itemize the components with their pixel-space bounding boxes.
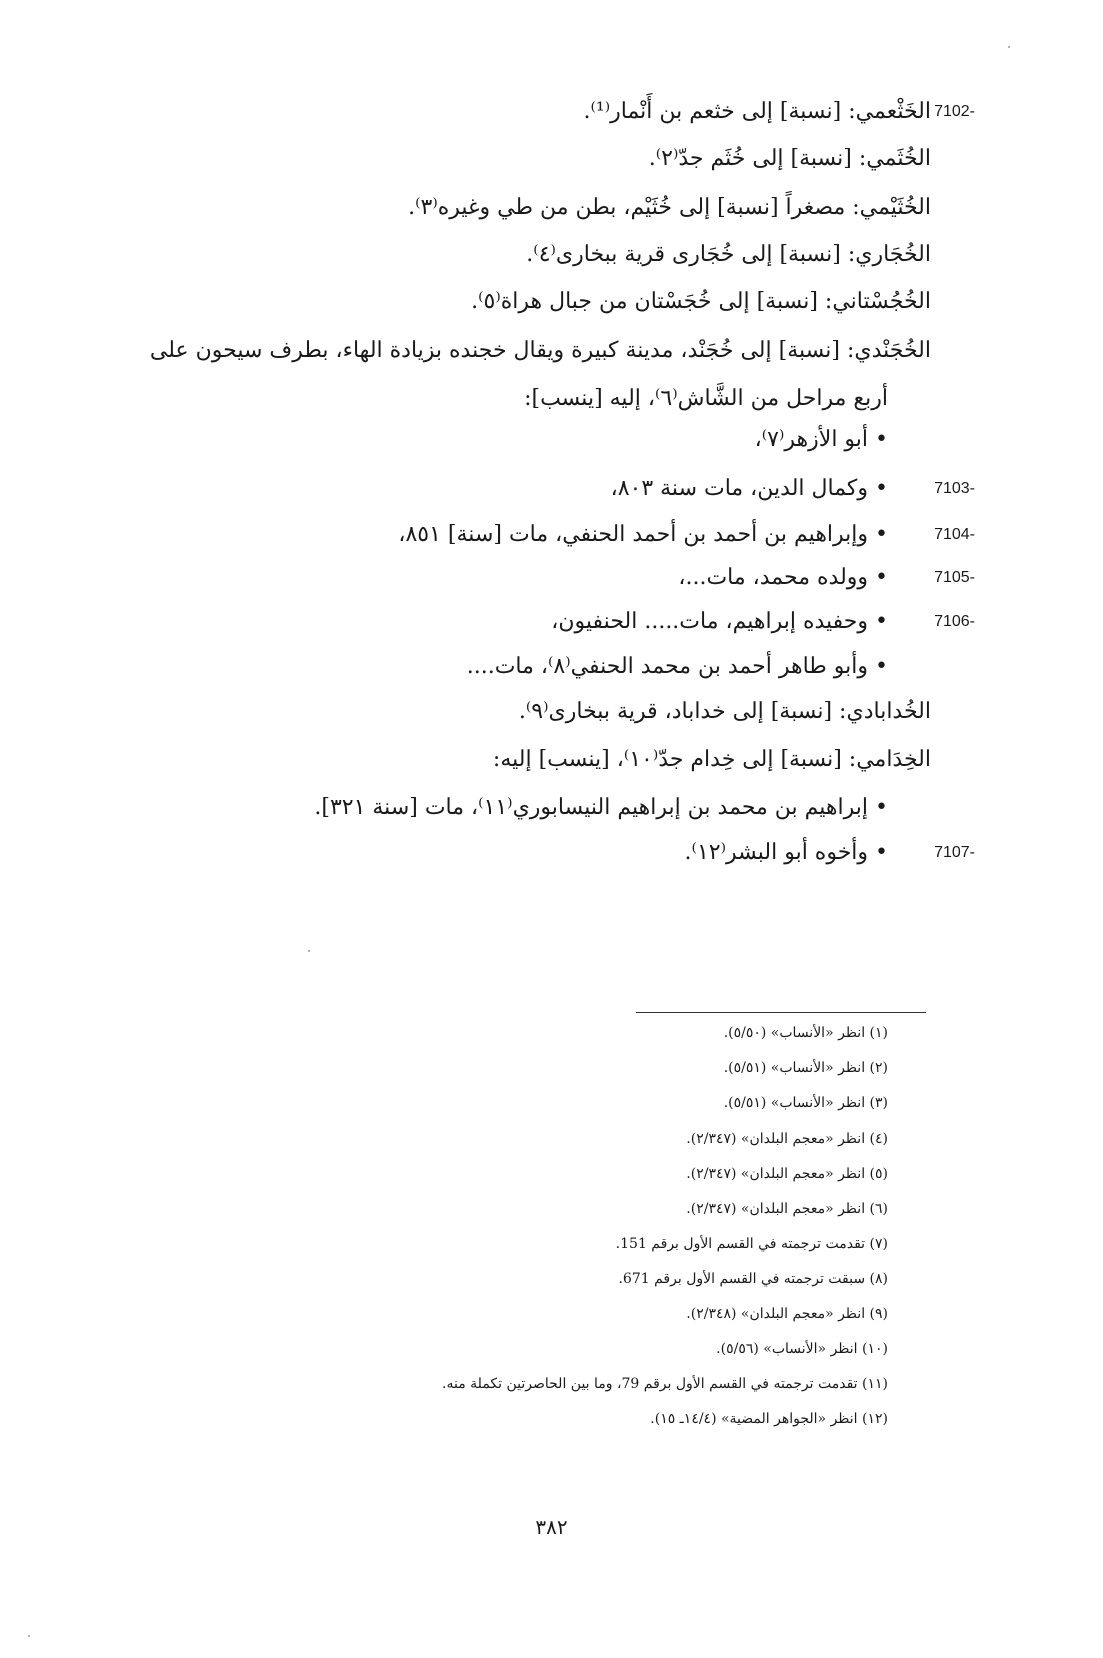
entry-number: 7107- bbox=[934, 844, 975, 861]
entry-line: • وإبراهيم بن أحمد بن أحمد الحنفي، مات [سنة] ٨٥١، bbox=[398, 522, 888, 547]
entry-line: الخِدَامي: [نسبة] إلى خِدام جدّ⁽١٠⁾، [ينسب] إليه: bbox=[492, 747, 931, 772]
footnote: (٥) انظر «معجم البلدان» (٢/٣٤٧). bbox=[686, 1166, 888, 1182]
entry-line: الخُجَنْدي: [نسبة] إلى خُجَنْد، مدينة كبيرة ويقال خجنده بزيادة الهاء، بطرف سيحون على bbox=[149, 338, 931, 363]
footnote: (٧) تقدمت ترجمته في القسم الأول برقم 151. bbox=[615, 1236, 888, 1252]
entry-line: • وكمال الدين، مات سنة ٨٠٣، bbox=[610, 476, 888, 501]
footnote: (٩) انظر «معجم البلدان» (٢/٣٤٨). bbox=[686, 1306, 888, 1322]
entry-line: الخُثَيْمي: مصغراً [نسبة] إلى خُثَيْم، بطن من طي وغيره⁽٣⁾. bbox=[408, 195, 931, 220]
entry-number: 7104- bbox=[934, 526, 975, 543]
entry-number: 7106- bbox=[934, 613, 975, 630]
entry-line: • وحفيده إبراهيم، مات..... الحنفيون، bbox=[551, 609, 888, 634]
footnote: (٣) انظر «الأنساب» (٥/٥١). bbox=[723, 1095, 888, 1111]
entry-number: 7102- bbox=[934, 103, 975, 120]
entry-line: • أبو الأزهر⁽٧⁾، bbox=[754, 427, 888, 452]
entry-line: • وأخوه أبو البشر⁽١٢⁾. bbox=[684, 840, 888, 865]
scan-speck bbox=[1008, 46, 1010, 48]
footnote: (١٢) انظر «الجواهر المضية» (١٤/٤ـ ١٥). bbox=[650, 1411, 888, 1427]
footnote: (١١) تقدمت ترجمته في القسم الأول برقم 79، وما بين الحاصرتين تكملة منه. bbox=[442, 1376, 888, 1392]
footnote: (١) انظر «الأنساب» (٥/٥٠). bbox=[723, 1025, 888, 1041]
entry-line: الخُجَاري: [نسبة] إلى خُجَارى قرية ببخارى⁽٤⁾. bbox=[526, 242, 931, 267]
footnote: (١٠) انظر «الأنساب» (٥/٥٦). bbox=[716, 1341, 888, 1357]
footnote: (٢) انظر «الأنساب» (٥/٥١). bbox=[723, 1060, 888, 1076]
scan-speck bbox=[308, 950, 310, 952]
entry-number: 7103- bbox=[934, 480, 975, 497]
footnote: (٨) سبقت ترجمته في القسم الأول برقم 671. bbox=[618, 1271, 888, 1287]
footnote: (٦) انظر «معجم البلدان» (٢/٣٤٧). bbox=[686, 1201, 888, 1217]
entry-number: 7105- bbox=[934, 569, 975, 586]
entry-line: • وأبو طاهر أحمد بن محمد الحنفي⁽٨⁾، مات.... bbox=[466, 654, 888, 679]
entry-line: • إبراهيم بن محمد بن إبراهيم النيسابوري⁽١١⁾، مات [سنة ٣٢١]. bbox=[314, 795, 888, 820]
entry-line: الخُدابادي: [نسبة] إلى خداباد، قرية ببخارى⁽٩⁾. bbox=[518, 699, 931, 724]
entry-line: أربع مراحل من الشَّاش⁽٦⁾، إليه [ينسب]: bbox=[524, 386, 888, 411]
scan-speck bbox=[28, 1635, 30, 1637]
entry-line: • وولده محمد، مات...، bbox=[678, 565, 888, 590]
entry-line: الخُجُسْتاني: [نسبة] إلى خُجَسْتان من جبال هراة⁽٥⁾. bbox=[471, 289, 931, 314]
page-number: ٣٨٢ bbox=[535, 1515, 568, 1539]
entry-line: الخَثْعمي: [نسبة] إلى خثعم بن أَنْمار⁽¹⁾. bbox=[583, 99, 931, 124]
entry-line: الخُثَمي: [نسبة] إلى خُثَم جدّ⁽٢⁾. bbox=[648, 146, 931, 171]
footnote: (٤) انظر «معجم البلدان» (٢/٣٤٧). bbox=[686, 1131, 888, 1147]
footnote-separator bbox=[636, 1012, 926, 1013]
